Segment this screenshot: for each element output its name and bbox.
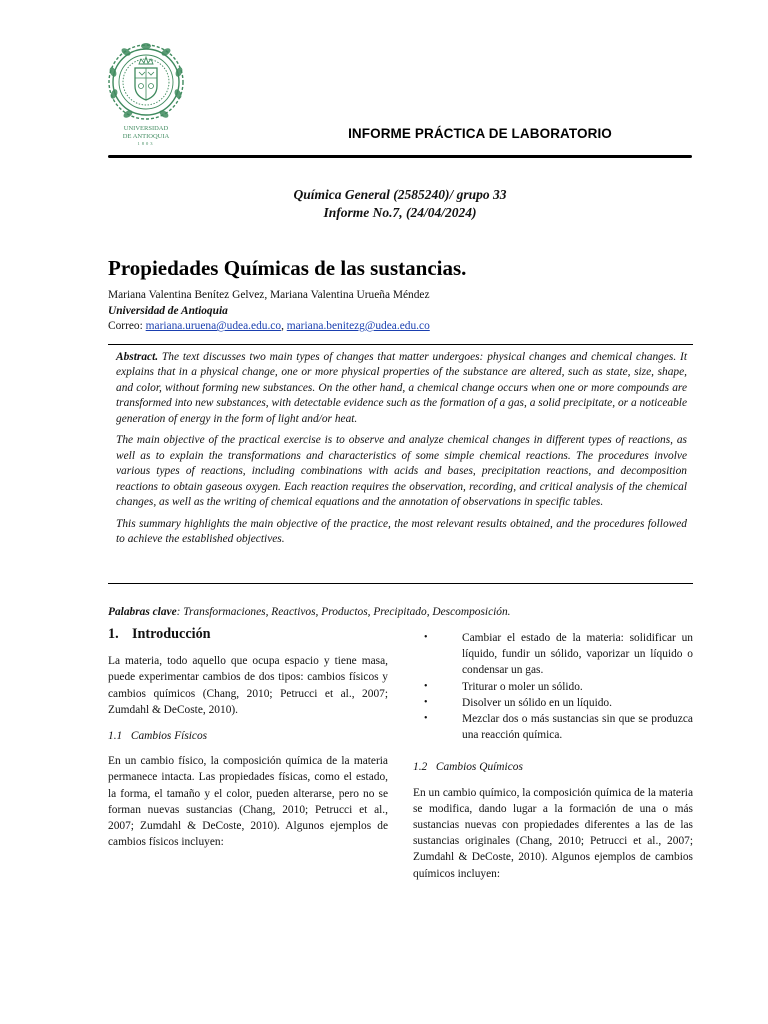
abstract-paragraph-3: This summary highlights the main objective of the practice, the most relevant results obtained, and the procedures followed to achieve the established objectives. bbox=[116, 517, 687, 546]
list-item bbox=[413, 679, 693, 695]
svg-text:UNIVERSIDAD: UNIVERSIDAD bbox=[123, 125, 169, 132]
abstract-top-rule bbox=[108, 344, 693, 345]
email-label: Correo: bbox=[108, 320, 146, 332]
list-item-text: Cambiar el estado de la materia: solidificar un líquido, fundir un sólido, vaporizar un líquido o condensar un gas. bbox=[462, 632, 693, 677]
abstract-paragraph-1 bbox=[116, 350, 687, 427]
list-item bbox=[413, 630, 693, 679]
abstract-label: Abstract. bbox=[116, 351, 159, 363]
bullet-icon: • bbox=[424, 632, 428, 643]
subsection-heading-chemical bbox=[413, 759, 693, 775]
intro-paragraph: La materia, todo aquello que ocupa espacio y tiene masa, puede experimentar cambios de dos tipos: cambios físicos y cambios químicos (Chang, 2010; Petrucci et al., 2007; Zumdahl & DeCoste, 2010). bbox=[108, 655, 388, 716]
email-link-2[interactable]: mariana.benitezg@udea.edu.co bbox=[286, 320, 430, 332]
subsection-number: 1.2 bbox=[413, 761, 428, 774]
university-logo bbox=[104, 42, 188, 148]
university-seal-icon bbox=[104, 42, 188, 148]
header-divider bbox=[108, 155, 692, 158]
section-number: 1. bbox=[108, 626, 119, 642]
subsection-title: Cambios Químicos bbox=[435, 761, 523, 774]
section-heading-introduction bbox=[108, 626, 388, 642]
subsection-title: Cambios Físicos bbox=[130, 730, 208, 743]
list-item-text: Triturar o moler un sólido. bbox=[462, 680, 583, 693]
svg-text:1803: 1803 bbox=[137, 141, 155, 146]
list-item-text: Disolver un sólido en un líquido. bbox=[462, 696, 612, 709]
bullet-icon: • bbox=[424, 696, 428, 708]
abstract bbox=[116, 350, 687, 554]
right-column bbox=[413, 630, 693, 882]
svg-text:DE ANTIOQUIA: DE ANTIOQUIA bbox=[122, 133, 170, 140]
email-separator: , bbox=[281, 320, 287, 332]
abstract-paragraph-2: The main objective of the practical exercise is to observe and analyze chemical changes in different types of reactions, as well as to explain the transformations and characteristics of some simple chemical reactions. The procedures involve various types of reactions, including combinations with acids and bases, precipitation reactions, and decomposition reactions to obtain gaseous oxygen. Each reaction requires the observation, recording, and critical analysis of the chemical changes, as well as the writing of chemical equations and the annotation of observations in specific tables. bbox=[116, 434, 687, 509]
abstract-bottom-rule bbox=[108, 583, 693, 584]
list-item bbox=[413, 695, 693, 711]
paper-title: Propiedades Químicas de las sustancias. bbox=[108, 256, 467, 280]
section-title: Introducción bbox=[132, 626, 211, 642]
email-link-1[interactable]: mariana.uruena@udea.edu.co bbox=[145, 320, 282, 332]
abstract-text-1: The text discusses two main types of changes that matter undergoes: physical changes and chemical changes. It explains that in a physical change, one or more physical properties of the substance are altered, such as state, size, shape, and color, without forming new substances. On the other hand, a chemical change occurs when one or more compounds are transformed into new substances, with detectable evidence such as the formation of a gas, a solid precipitate, or a noticeable generation of energy in the form of light and/or heat. bbox=[116, 351, 687, 425]
email-line bbox=[108, 320, 430, 332]
chemical-changes-paragraph: En un cambio químico, la composición química de la materia se modifica, dando lugar a la formación de una o más sustancias nuevas con propiedades diferentes a las de las sustancias originales (Chang, 2010; Petrucci et al., 2007; Zumdahl & DeCoste, 2010). Algunos ejemplos de cambios químicos incluyen: bbox=[413, 786, 693, 880]
physical-changes-paragraph: En un cambio físico, la composición química de la materia permanece intacta. Las propiedades físicas, como el estado, la forma, el tamaño y el color, pueden alterarse, pero no se forman nuevas sustancias (Chang, 2010; Petrucci et al., 2007; Zumdahl & DeCoste, 2010). Algunos ejemplos de cambios físicos incluyen: bbox=[108, 755, 388, 849]
list-item-text: Mezclar dos o más sustancias sin que se produzca una reacción química. bbox=[462, 713, 693, 742]
bullet-icon: • bbox=[424, 680, 428, 692]
institution: Universidad de Antioquia bbox=[108, 305, 228, 317]
left-column bbox=[108, 626, 388, 850]
course-info: Química General (2585240)/ grupo 33 bbox=[293, 187, 507, 202]
authors: Mariana Valentina Benítez Gelvez, Mariana Valentina Urueña Méndez bbox=[108, 289, 430, 301]
keywords bbox=[108, 606, 511, 618]
keywords-text: : Transformaciones, Reactivos, Productos, Precipitado, Descomposición. bbox=[176, 606, 511, 618]
subsection-number: 1.1 bbox=[108, 730, 123, 743]
subsection-heading-physical bbox=[108, 728, 388, 744]
bullet-icon: • bbox=[424, 713, 428, 725]
physical-changes-list bbox=[413, 630, 693, 743]
report-number: Informe No.7, (24/04/2024) bbox=[323, 205, 477, 220]
keywords-label: Palabras clave bbox=[108, 606, 177, 618]
report-type-title: INFORME PRÁCTICA DE LABORATORIO bbox=[348, 126, 612, 141]
list-item bbox=[413, 711, 693, 743]
